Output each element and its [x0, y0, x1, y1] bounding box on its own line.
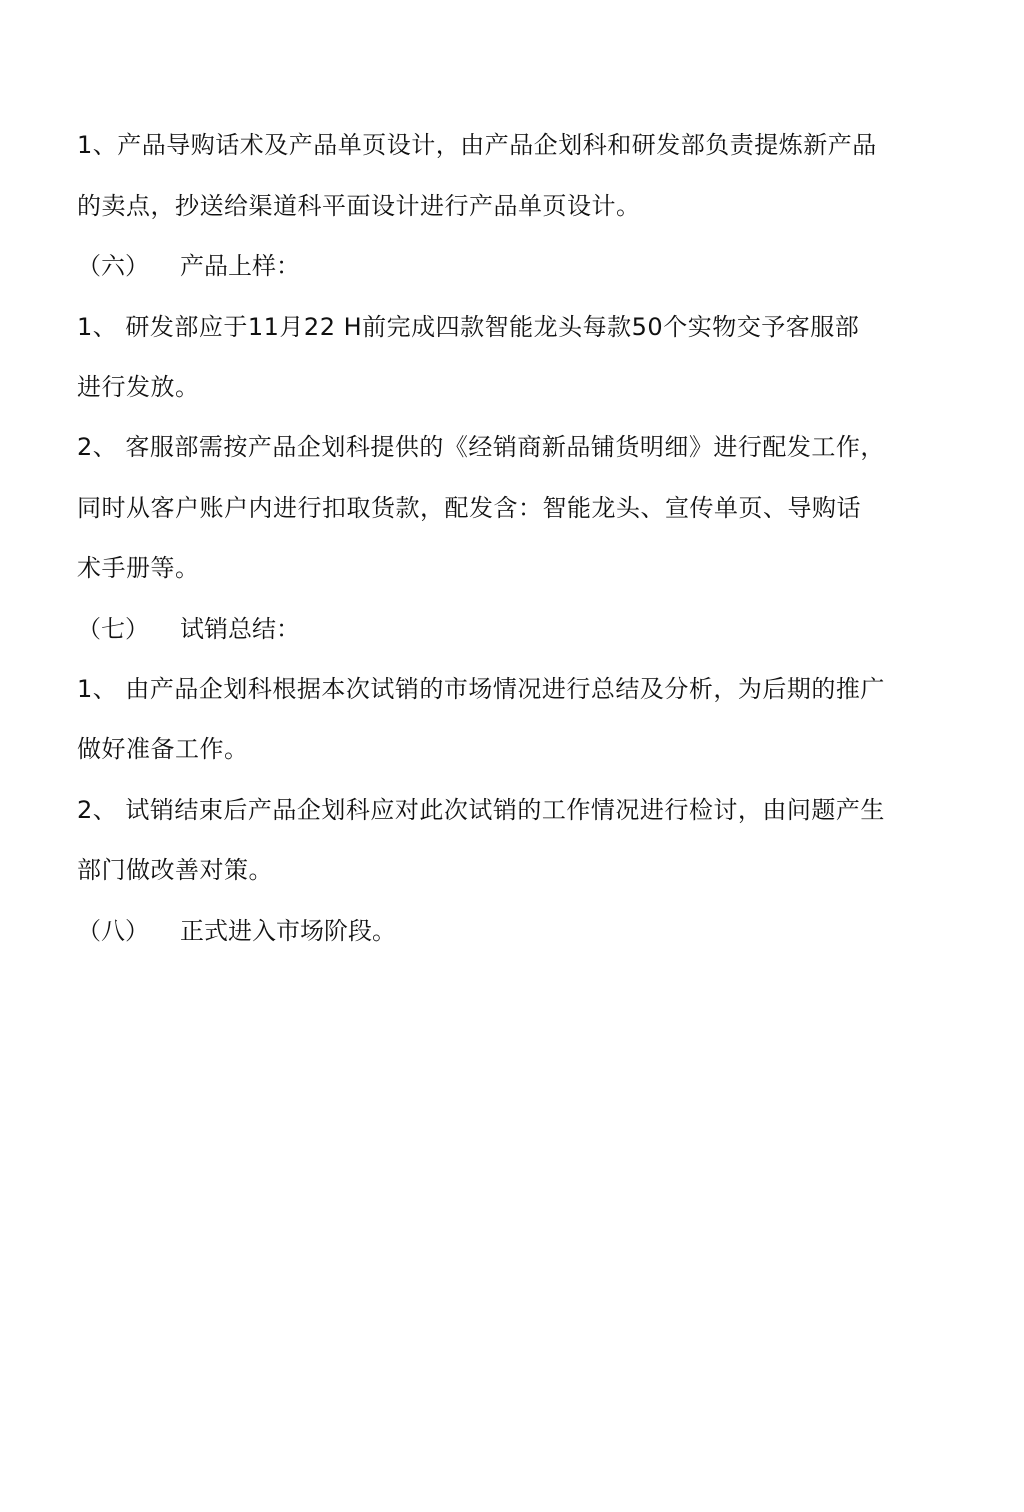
section-number: （六）	[77, 252, 149, 280]
section-number: （七）	[77, 615, 149, 643]
paragraph-line: 2、 客服部需按产品企划科提供的《经销商新品铺货明细》进行配发工作，	[77, 433, 885, 461]
paragraph-line: 的卖点，抄送给渠道科平面设计进行产品单页设计。	[77, 192, 641, 220]
paragraph-line: 进行发放。	[77, 373, 200, 401]
section-number: （八）	[77, 917, 149, 945]
paragraph-line: 同时从客户账户内进行扣取货款，配发含：智能龙头、宣传单页、导购话	[77, 494, 861, 522]
section-title: 正式进入市场阶段。	[180, 917, 396, 945]
paragraph-line: 1、 由产品企划科根据本次试销的市场情况进行总结及分析，为后期的推广	[77, 675, 885, 703]
paragraph-line: 术手册等。	[77, 554, 200, 582]
section-title: 产品上样：	[180, 252, 300, 280]
section-heading-six	[77, 251, 957, 281]
paragraph-line: 2、 试销结束后产品企划科应对此次试销的工作情况进行检讨，由问题产生	[77, 796, 885, 824]
paragraph-line: 做好准备工作。	[77, 735, 249, 763]
section-title: 试销总结：	[180, 615, 300, 643]
paragraph-line: 1、产品导购话术及产品单页设计，由产品企划科和研发部负责提炼新产品	[77, 131, 877, 159]
paragraph-line: 部门做改善对策。	[77, 856, 273, 884]
section-heading-seven	[77, 614, 957, 644]
paragraph-line: 1、 研发部应于11月22 H前完成四款智能龙头每款50个实物交予客服部	[77, 313, 860, 341]
section-heading-eight	[77, 916, 957, 946]
